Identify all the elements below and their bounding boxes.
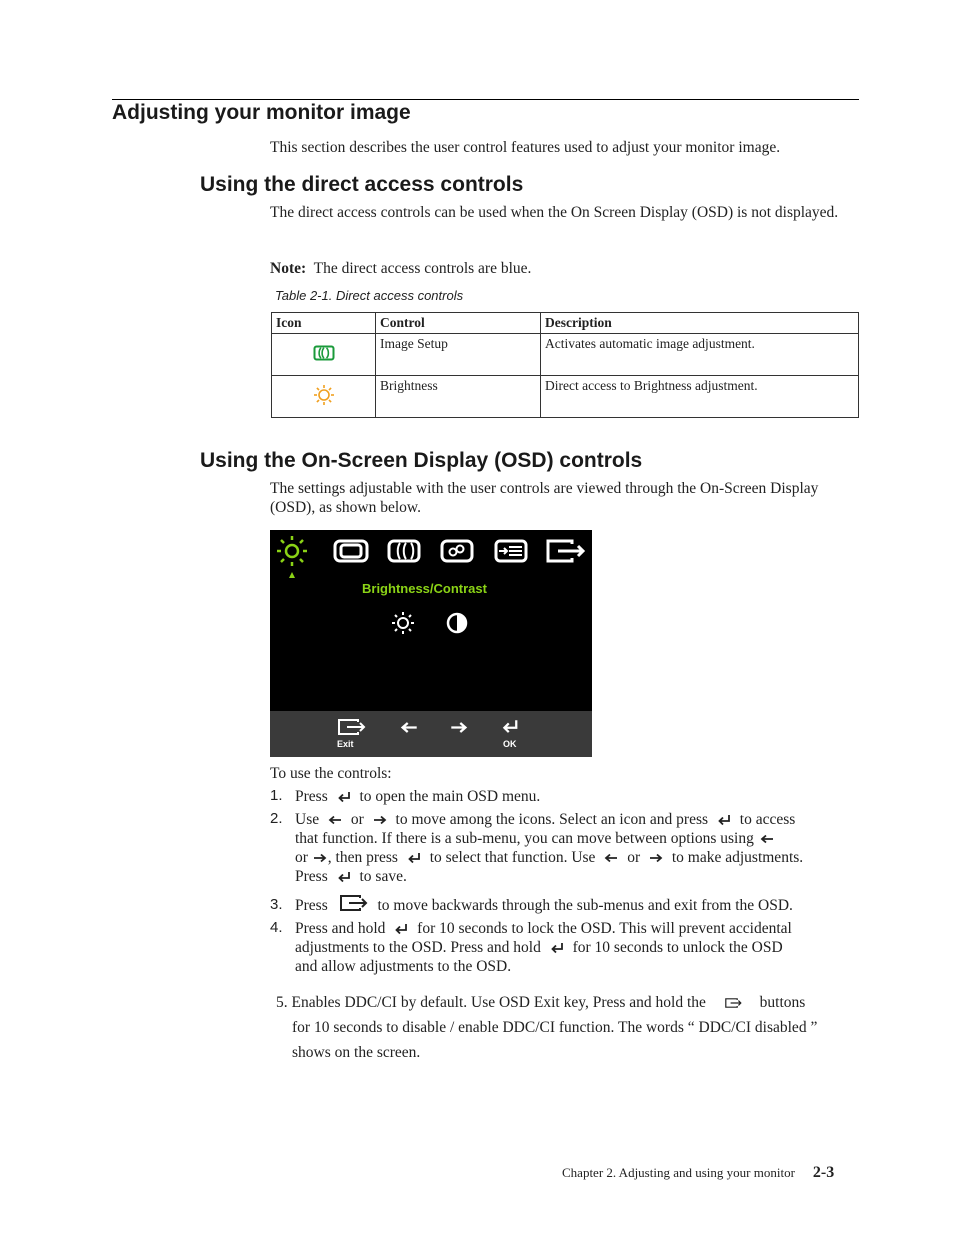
brightness-icon (392, 612, 414, 634)
right-arrow-icon (649, 853, 663, 863)
table-cell: Image Setup (376, 334, 541, 376)
list-number: 1. (270, 787, 283, 804)
exit-icon (338, 893, 368, 913)
list-number: 3. (270, 896, 283, 913)
list-item (295, 810, 855, 886)
image-setup-icon (389, 541, 419, 561)
list-number: 2. (270, 810, 283, 827)
section-title: Adjusting your monitor image (112, 101, 411, 124)
list-text: Use (295, 811, 320, 828)
direct-access-title: Using the direct access controls (200, 173, 524, 196)
list-text: to move backwards through the sub-menus and exit from the OSD. (377, 897, 793, 914)
list-text: 5. Enables DDC/CI by default. Use OSD Exit key, Press and hold the (276, 994, 706, 1011)
right-arrow-icon (313, 853, 327, 863)
exit-icon (548, 541, 583, 561)
list-item-5 (276, 990, 817, 1065)
osd-top-icons (270, 530, 592, 582)
osd-menu-title: Brightness/Contrast (362, 581, 487, 596)
osd-screen-image (270, 530, 592, 757)
direct-access-table (271, 312, 859, 418)
list-text: that function. If there is a sub-menu, you can move between options using (295, 830, 754, 847)
section-intro: This section describes the user control features used to adjust your monitor image. (270, 139, 781, 156)
list-number: 4. (270, 919, 283, 936)
list-line (276, 990, 817, 1015)
list-line: shows on the screen. (292, 1044, 421, 1061)
image-setup-icon (313, 345, 335, 361)
list-text: buttons (759, 994, 806, 1011)
table-header-cell: Control (376, 313, 541, 334)
table-icon-cell (272, 376, 376, 418)
exit-icon (724, 997, 742, 1009)
enter-icon (337, 791, 351, 803)
osd-enter-icon (501, 719, 519, 734)
list-text: or (295, 849, 308, 866)
list-line (295, 848, 855, 867)
osd-bottom-bar (270, 711, 592, 757)
list-text: Press (295, 868, 328, 885)
list-text: Press and hold (295, 920, 386, 937)
list-item (295, 896, 855, 916)
table-header-cell: Icon (272, 313, 376, 334)
options-icon (496, 541, 526, 561)
table-header-row (272, 313, 859, 334)
list-text: to open the main OSD menu. (359, 788, 541, 805)
table-icon-cell (272, 334, 376, 376)
list-line (295, 829, 855, 848)
list-text: Press (295, 788, 328, 805)
page-number: 2-3 (812, 1164, 835, 1181)
list-text: Press (295, 897, 328, 914)
table-cell: Activates automatic image adjustment. (541, 334, 859, 376)
osd-exit-icon (336, 717, 366, 737)
direct-access-text: The direct access controls can be used when the On Screen Display (OSD) is not displayed. (270, 204, 839, 221)
instructions-lead: To use the controls: (270, 765, 392, 782)
enter-icon (717, 814, 731, 826)
table-cell: Direct access to Brightness adjustment. (541, 376, 859, 418)
arrow-up-icon (289, 572, 295, 578)
enter-icon (550, 942, 564, 954)
left-arrow-icon (604, 853, 618, 863)
list-text: or (627, 849, 641, 866)
table-row (272, 376, 859, 418)
right-arrow-icon (373, 815, 387, 825)
brightness-icon (277, 536, 307, 566)
list-line (295, 938, 855, 957)
footer-chapter: Chapter 2. Adjusting and using your monitor (562, 1165, 795, 1180)
list-text: to access (739, 811, 796, 828)
list-item (295, 919, 855, 976)
page-footer (562, 1164, 834, 1182)
note (270, 259, 531, 278)
list-text: or (350, 811, 364, 828)
header-rule (112, 99, 859, 100)
enter-icon (407, 852, 421, 864)
table-header-cell: Description (541, 313, 859, 334)
list-text: for 10 seconds to lock the OSD. This will prevent accidental (417, 920, 792, 937)
list-line: and allow adjustments to the OSD. (295, 958, 512, 975)
image-position-icon (335, 541, 367, 561)
left-arrow-icon (328, 815, 342, 825)
table-row (272, 334, 859, 376)
enter-icon (394, 923, 408, 935)
osd-ok-label: OK (503, 739, 517, 749)
osd-controls-text: The settings adjustable with the user controls are viewed through the On-Screen Display (OSD), as shown below. (270, 480, 819, 516)
osd-left-arrow-icon (400, 721, 418, 734)
list-text: adjustments to the OSD. Press and hold (295, 939, 541, 956)
list-line: for 10 seconds to disable / enable DDC/CI function. The words “ DDC/CI disabled ” (292, 1019, 818, 1036)
note-label: Note: (270, 260, 307, 277)
image-properties-icon (442, 541, 472, 561)
table-caption: Table 2-1. Direct access controls (275, 288, 464, 303)
table-cell: Brightness (376, 376, 541, 418)
list-item (295, 787, 855, 806)
list-text: to make adjustments. (671, 849, 804, 866)
list-text: to move among the icons. Select an icon and press (395, 811, 709, 828)
list-text: to select that function. Use (429, 849, 596, 866)
left-arrow-icon (760, 834, 774, 844)
list-text: for 10 seconds to unlock the OSD (572, 939, 783, 956)
osd-controls-title: Using the On-Screen Display (OSD) controls (200, 449, 643, 472)
list-text: , then press (327, 849, 398, 866)
note-text: The direct access controls are blue. (313, 260, 532, 277)
contrast-icon (448, 614, 466, 632)
list-line (295, 867, 855, 886)
brightness-icon (313, 384, 335, 406)
list-line (295, 810, 855, 829)
list-line (295, 919, 855, 938)
enter-icon (337, 871, 351, 883)
osd-exit-label: Exit (337, 739, 354, 749)
osd-sub-icons (270, 608, 592, 638)
list-text: to save. (359, 868, 407, 885)
osd-right-arrow-icon (450, 721, 468, 734)
